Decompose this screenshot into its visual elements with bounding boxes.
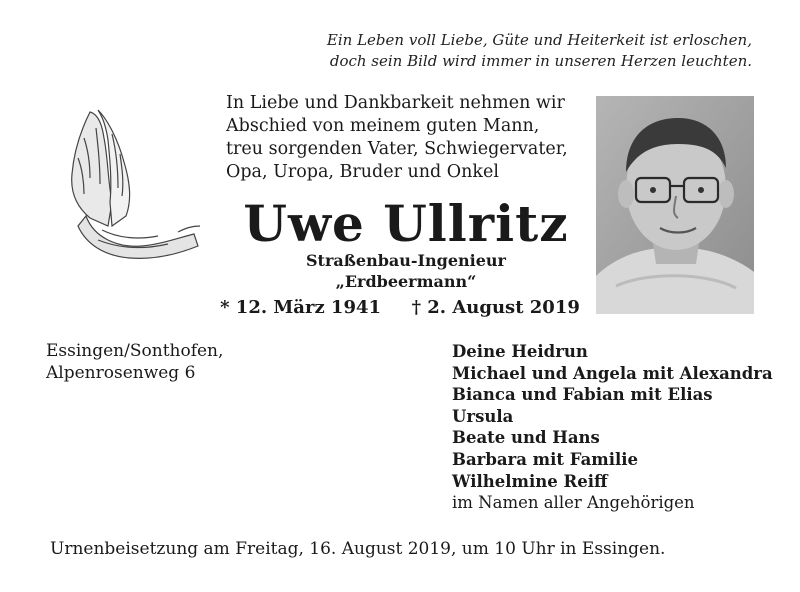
quote-line-1: Ein Leben voll Liebe, Güte und Heiterkeit ist erloschen, bbox=[326, 31, 752, 49]
family-member: Ursula bbox=[452, 406, 514, 426]
deceased-name: Uwe Ullritz bbox=[243, 194, 569, 253]
death-date: † 2. August 2019 bbox=[411, 297, 580, 318]
address-line-1: Essingen/Sonthofen, bbox=[46, 341, 224, 361]
family-member: Bianca und Fabian mit Elias bbox=[452, 385, 713, 405]
nickname: „Erdbeermann“ bbox=[335, 272, 477, 291]
address-block bbox=[46, 340, 223, 384]
family-member: Beate und Hans bbox=[452, 428, 600, 448]
life-dates bbox=[210, 296, 590, 320]
intro-line-2: Abschied von meinem guten Mann, bbox=[226, 116, 540, 136]
deceased-details bbox=[226, 250, 586, 292]
portrait-photo bbox=[596, 96, 754, 314]
praying-hands-icon bbox=[38, 98, 206, 266]
farewell-text bbox=[226, 92, 586, 184]
address-line-2: Alpenrosenweg 6 bbox=[46, 363, 196, 383]
quote-line-2: doch sein Bild wird immer in unseren Herzen leuchten. bbox=[329, 52, 752, 70]
family-member: Barbara mit Familie bbox=[452, 449, 639, 469]
birth-date: * 12. März 1941 bbox=[220, 297, 382, 318]
intro-line-4: Opa, Uropa, Bruder und Onkel bbox=[226, 162, 499, 182]
burial-notice: Urnenbeisetzung am Freitag, 16. August 2019, um 10 Uhr in Essingen. bbox=[50, 539, 666, 559]
family-list bbox=[452, 341, 773, 514]
memorial-quote bbox=[312, 30, 752, 72]
family-member: Deine Heidrun bbox=[452, 342, 588, 361]
intro-line-3: treu sorgenden Vater, Schwiegervater, bbox=[226, 139, 568, 159]
family-member: Wilhelmine Reiff bbox=[452, 471, 608, 491]
profession: Straßenbau-Ingenieur bbox=[306, 251, 506, 270]
family-closing: im Namen aller Angehörigen bbox=[452, 493, 695, 513]
family-member: Michael und Angela mit Alexandra bbox=[452, 363, 773, 383]
intro-line-1: In Liebe und Dankbarkeit nehmen wir bbox=[226, 93, 565, 113]
